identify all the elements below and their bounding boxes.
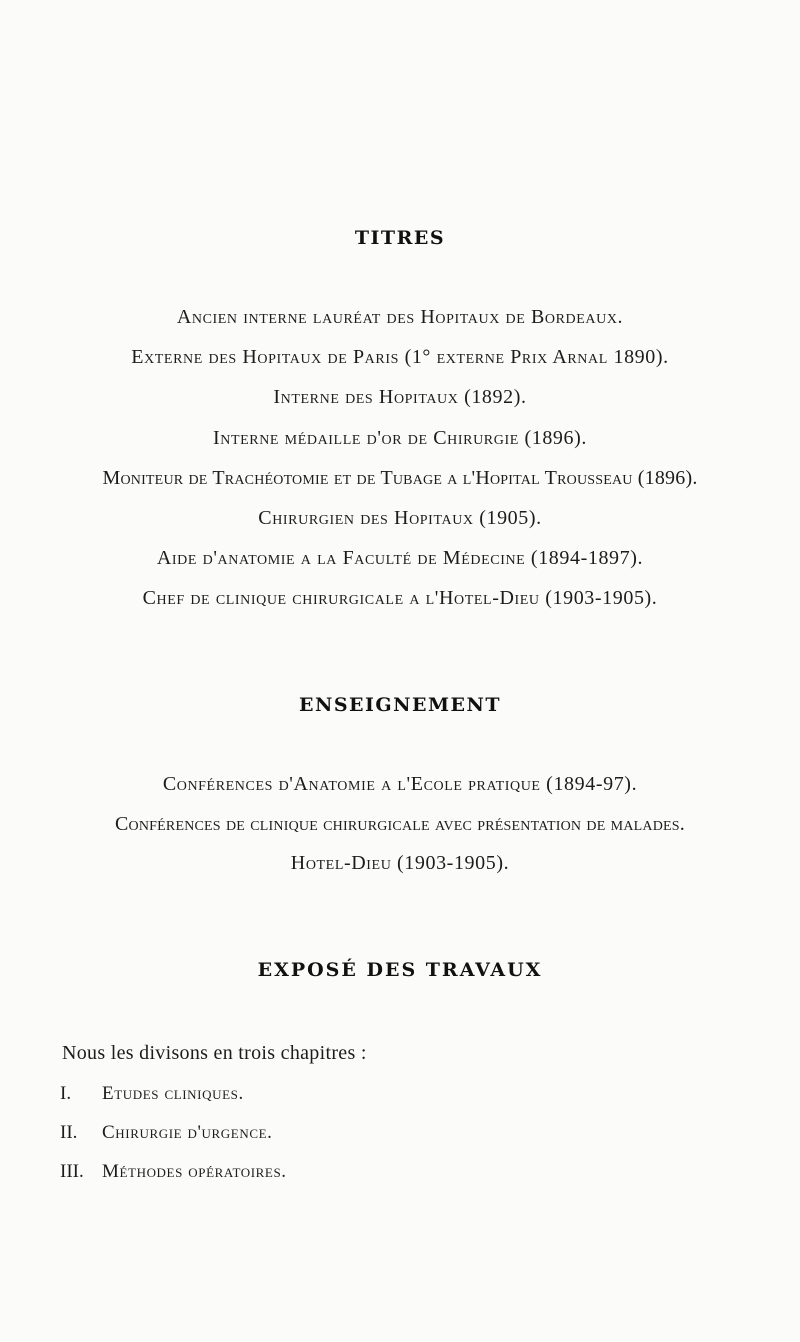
expose-intro: Nous les divisons en trois chapitres : — [62, 1042, 367, 1064]
titre-line: Interne des Hopitaux (1892). — [273, 386, 527, 408]
chapter-label: Etudes cliniques. — [102, 1083, 244, 1104]
chapter-number: I. — [60, 1083, 72, 1104]
enseignement-line: Hotel-Dieu (1903-1905). — [290, 852, 510, 874]
chapter-item — [60, 1083, 244, 1105]
titre-line: Aide d'anatomie a la Faculté de Médecine (1894-1897). — [156, 547, 644, 569]
enseignement-line: Conférences de clinique chirurgicale avec présentation de malades. — [115, 813, 685, 835]
chapter-number: II. — [60, 1122, 78, 1143]
chapter-label: Méthodes opératoires. — [102, 1161, 287, 1182]
titre-line: Externe des Hopitaux de Paris (1° externe Prix Arnal 1890). — [131, 346, 669, 368]
titre-line: Moniteur de Trachéotomie et de Tubage a l'Hopital Trousseau (1896). — [102, 467, 698, 489]
titre-line: Ancien interne lauréat des Hopitaux de Bordeaux. — [176, 306, 624, 328]
titre-line: Chef de clinique chirurgicale a l'Hotel-Dieu (1903-1905). — [142, 587, 658, 609]
expose-heading: EXPOSÉ DES TRAVAUX — [257, 959, 543, 981]
chapter-number: III. — [60, 1161, 84, 1182]
chapter-item — [60, 1161, 287, 1183]
enseignement-heading: ENSEIGNEMENT — [298, 694, 502, 716]
titre-line: Interne médaille d'or de Chirurgie (1896). — [213, 427, 587, 449]
titre-line: Chirurgien des Hopitaux (1905). — [258, 507, 542, 529]
chapter-item — [60, 1122, 272, 1144]
enseignement-line: Conférences d'Anatomie a l'Ecole pratique (1894-97). — [162, 773, 638, 795]
chapter-label: Chirurgie d'urgence. — [102, 1122, 273, 1143]
titres-heading: TITRES — [354, 227, 446, 249]
